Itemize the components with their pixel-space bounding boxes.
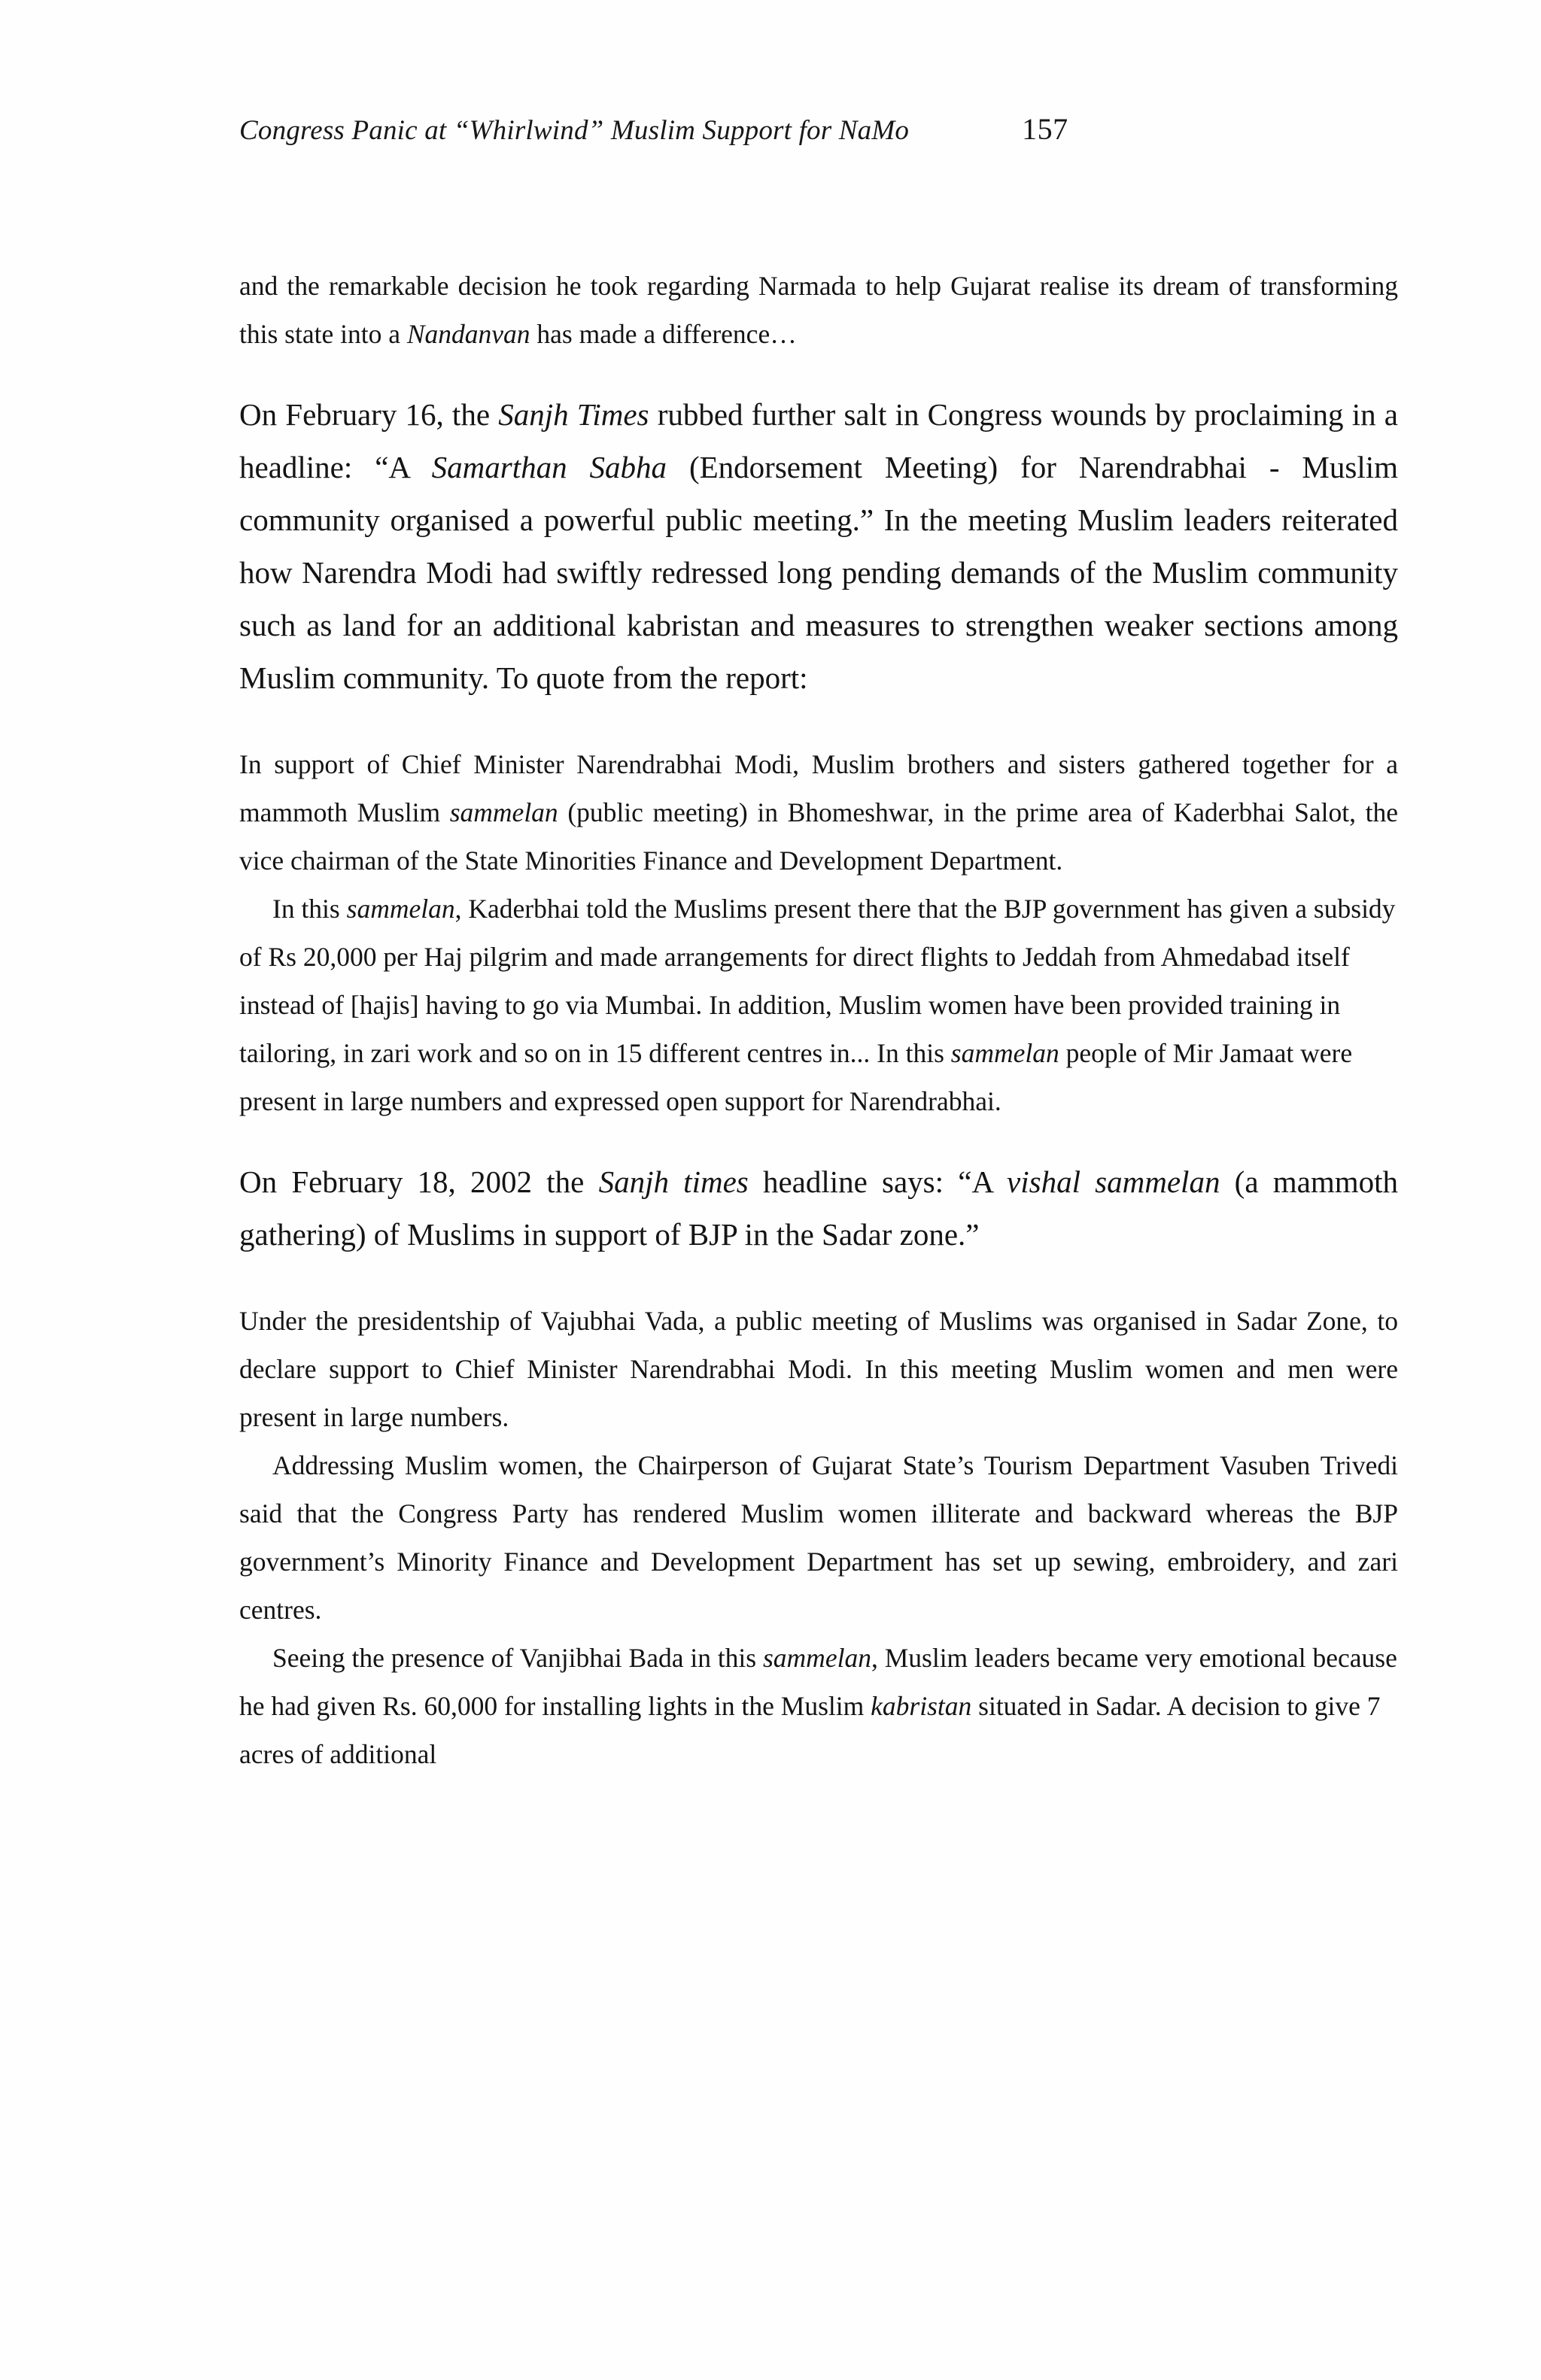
- italic-term-sammelan: sammelan: [346, 894, 455, 924]
- body-paragraph-2: [239, 1155, 1398, 1261]
- running-head: [239, 111, 1398, 147]
- body-paragraph-1: [239, 388, 1398, 704]
- italic-title-sanjh-times: Sanjh times: [598, 1164, 749, 1199]
- text-run: On February 18, 2002 the: [239, 1164, 599, 1199]
- italic-term-sammelan: sammelan: [449, 797, 558, 827]
- text-run: has made a difference…: [530, 319, 797, 349]
- text-run: In this: [272, 894, 347, 924]
- quote-paragraph: [239, 1634, 1398, 1778]
- italic-term-sammelan: sammelan: [950, 1038, 1059, 1068]
- text-run: headline says: “A: [748, 1164, 1008, 1199]
- text-run: , Kaderbhai told the Muslims present there that the BJP government has given a subsidy of Rs 20,000 per Haj pilgrim and made arrangements for direct flights to Jeddah from Ahmedabad itself instead of [hajis] having to go via Mumbai. In addition, Muslim women have been provided training in tailoring, in zari work and so on in 15 different centres in... In this: [239, 894, 1396, 1068]
- text-run: Seeing the presence of Vanjibhai Bada in this: [272, 1643, 763, 1673]
- text-run: , Muslim leaders became very emotional because he had given Rs. 60,000 for installing lights in the Muslim: [239, 1643, 1397, 1721]
- quote-paragraph: [239, 740, 1398, 885]
- text-run: On February 16, the: [239, 397, 499, 432]
- page-number: 157: [1022, 112, 1068, 146]
- continuation-paragraph: [239, 262, 1398, 358]
- italic-term-nandanvan: Nandanvan: [406, 319, 530, 349]
- quote-paragraph: [239, 885, 1398, 1125]
- text-run: (Endorsement Meeting) for Narendrabhai - Muslim community organised a powerful public meeting.” In the meeting Muslim leaders reiterated how Narendra Modi had swiftly redressed long pending demands of the Muslim community such as land for an additional kabristan and measures to strengthen weaker sections among Muslim community. To quote from the report:: [239, 450, 1398, 695]
- quote-paragraph: Addressing Muslim women, the Chairperson of Gujarat State’s Tourism Department Vasuben Trivedi said that the Congress Party has rendered Muslim women illiterate and backward whereas the BJP government’s Minority Finance and Development Department has set up sewing, embroidery, and zari centres.: [239, 1450, 1398, 1625]
- text-run: In support of Chief Minister Narendrabhai Modi, Muslim brothers and sisters gathered together for a mammoth Muslim: [239, 749, 1398, 827]
- text-run: and the remarkable decision he took regarding Narmada to help Gujarat realise its dream of transforming this state into a: [239, 271, 1398, 349]
- italic-term-samarthan-sabha: Samarthan Sabha: [431, 450, 667, 484]
- italic-term-sammelan: sammelan: [762, 1643, 871, 1673]
- text-run: rubbed further salt in Congress wounds by proclaiming in a headline: “A: [239, 397, 1398, 484]
- italic-term-vishal-sammelan: vishal sammelan: [1007, 1164, 1220, 1199]
- text-run: people of Mir Jamaat were present in large numbers and expressed open support for Narendrabhai.: [239, 1038, 1353, 1116]
- italic-term-kabristan: kabristan: [871, 1691, 972, 1721]
- text-run: (public meeting) in Bhomeshwar, in the prime area of Kaderbhai Salot, the vice chairman of the State Minorities Finance and Development Department.: [239, 797, 1398, 876]
- quote-paragraph: Under the presidentship of Vajubhai Vada, a public meeting of Muslims was organised in Sadar Zone, to declare support to Chief Minister Narendrabhai Modi. In this meeting Muslim women and men were present in large numbers.: [239, 1306, 1398, 1432]
- italic-title-sanjh-times: Sanjh Times: [498, 397, 649, 432]
- running-head-title: Congress Panic at “Whirlwind” Muslim Support for NaMo: [239, 115, 910, 146]
- text-run: situated in Sadar. A decision to give 7 acres of additional: [239, 1691, 1381, 1769]
- text-run: (a mammoth gathering) of Muslims in support of BJP in the Sadar zone.”: [239, 1164, 1399, 1252]
- block-quote-1: [239, 740, 1398, 1125]
- text-block: [239, 262, 1398, 1778]
- block-quote-2: [239, 1297, 1398, 1778]
